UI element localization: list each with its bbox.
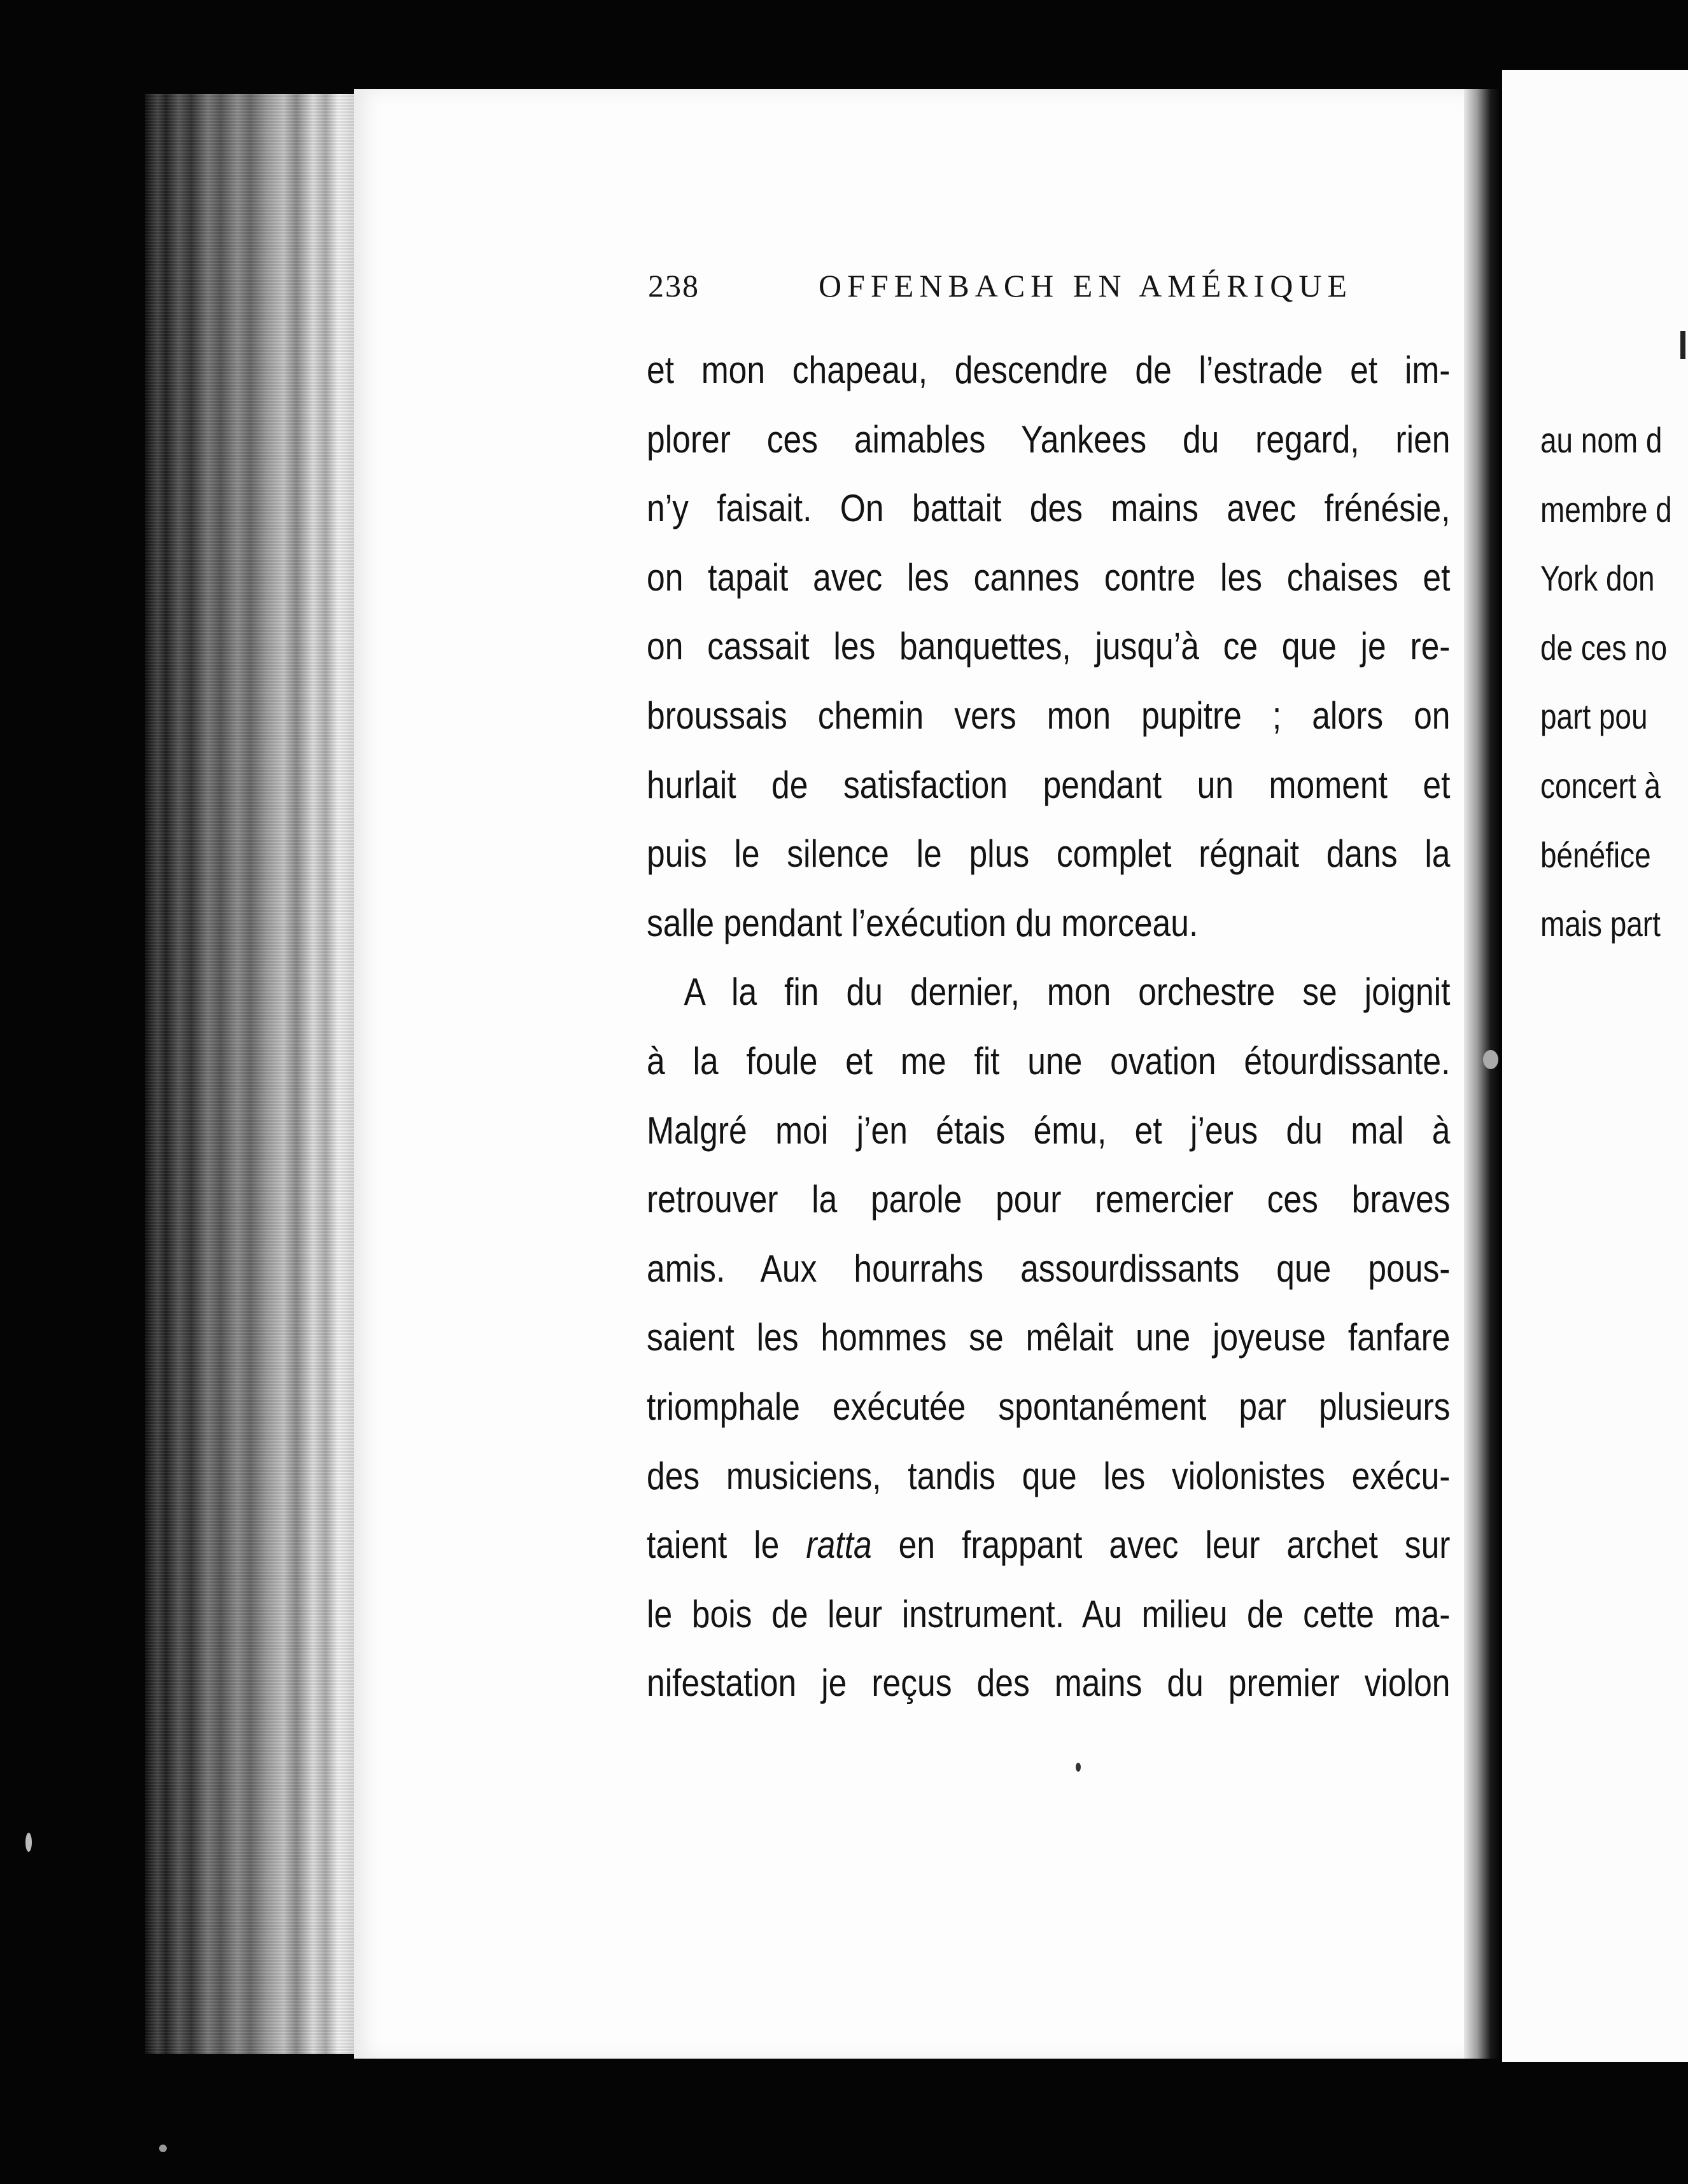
- text-line: nifestation je reçus des mains du premier violon: [647, 1662, 1451, 1705]
- text-line: amis. Aux hourrahs assourdissants que pous-: [647, 1247, 1451, 1290]
- book-gutter: [1464, 89, 1502, 2059]
- text-line: mais part: [1540, 904, 1661, 944]
- binding-speck: [1483, 1050, 1498, 1069]
- text-line: n’y faisait. On battait des mains avec frénésie,: [647, 487, 1451, 530]
- page-header: [648, 267, 1451, 318]
- text-line: plorer ces aimables Yankees du regard, rien: [647, 417, 1451, 461]
- right-page-text: [1540, 406, 1688, 959]
- text-line: Malgré moi j’en étais ému, et j’eus du mal à: [647, 1109, 1451, 1152]
- text-line: A la fin du dernier, mon orchestre se joignit: [684, 970, 1451, 1014]
- text-line: puis le silence le plus complet régnait dans la: [647, 832, 1451, 876]
- text-line: de ces no: [1540, 627, 1668, 668]
- text-line: broussais chemin vers mon pupitre ; alors on: [647, 694, 1451, 737]
- text-line-with-italic: [647, 1511, 1450, 1580]
- text-line: salle pendant l’exécution du morceau.: [647, 901, 1199, 944]
- right-header-mark: [1680, 331, 1685, 359]
- scan-speck: [25, 1833, 32, 1852]
- text-line: York don: [1540, 558, 1655, 599]
- right-page: [1502, 70, 1688, 2062]
- text-line: on tapait avec les cannes contre les chaises et: [647, 556, 1451, 599]
- text-line: à la foule et me fit une ovation étourdissante.: [647, 1039, 1451, 1082]
- body-text: [647, 336, 1450, 1718]
- text-line: bénéfice: [1540, 834, 1651, 875]
- text-line: on cassait les banquettes, jusqu’à ce que je re-: [647, 625, 1451, 668]
- scan-speck: [159, 2145, 167, 2152]
- page-number: 238: [648, 268, 700, 304]
- text-segment: taient le: [647, 1523, 780, 1567]
- ink-speck: [1076, 1763, 1081, 1772]
- italic-word: ratta: [806, 1523, 872, 1567]
- text-line: concert à: [1540, 765, 1661, 806]
- text-line: des musiciens, tandis que les violonistes exécu-: [647, 1454, 1451, 1497]
- text-segment: en frappant avec leur archet sur: [898, 1523, 1451, 1567]
- text-line: membre d: [1540, 489, 1672, 529]
- running-title: OFFENBACH EN AMÉRIQUE: [819, 268, 1353, 304]
- text-line: part pou: [1540, 696, 1648, 737]
- text-line: le bois de leur instrument. Au milieu de cette ma-: [647, 1592, 1451, 1635]
- text-line: retrouver la parole pour remercier ces braves: [647, 1178, 1451, 1221]
- text-line: hurlait de satisfaction pendant un moment et: [647, 763, 1451, 806]
- text-line: saient les hommes se mêlait une joyeuse fanfare: [647, 1316, 1451, 1359]
- book-page-edges: [145, 94, 355, 2054]
- text-line: au nom d: [1540, 420, 1663, 460]
- text-line: triomphale exécutée spontanément par plusieurs: [647, 1385, 1451, 1428]
- text-line: et mon chapeau, descendre de l’estrade et im-: [647, 349, 1451, 391]
